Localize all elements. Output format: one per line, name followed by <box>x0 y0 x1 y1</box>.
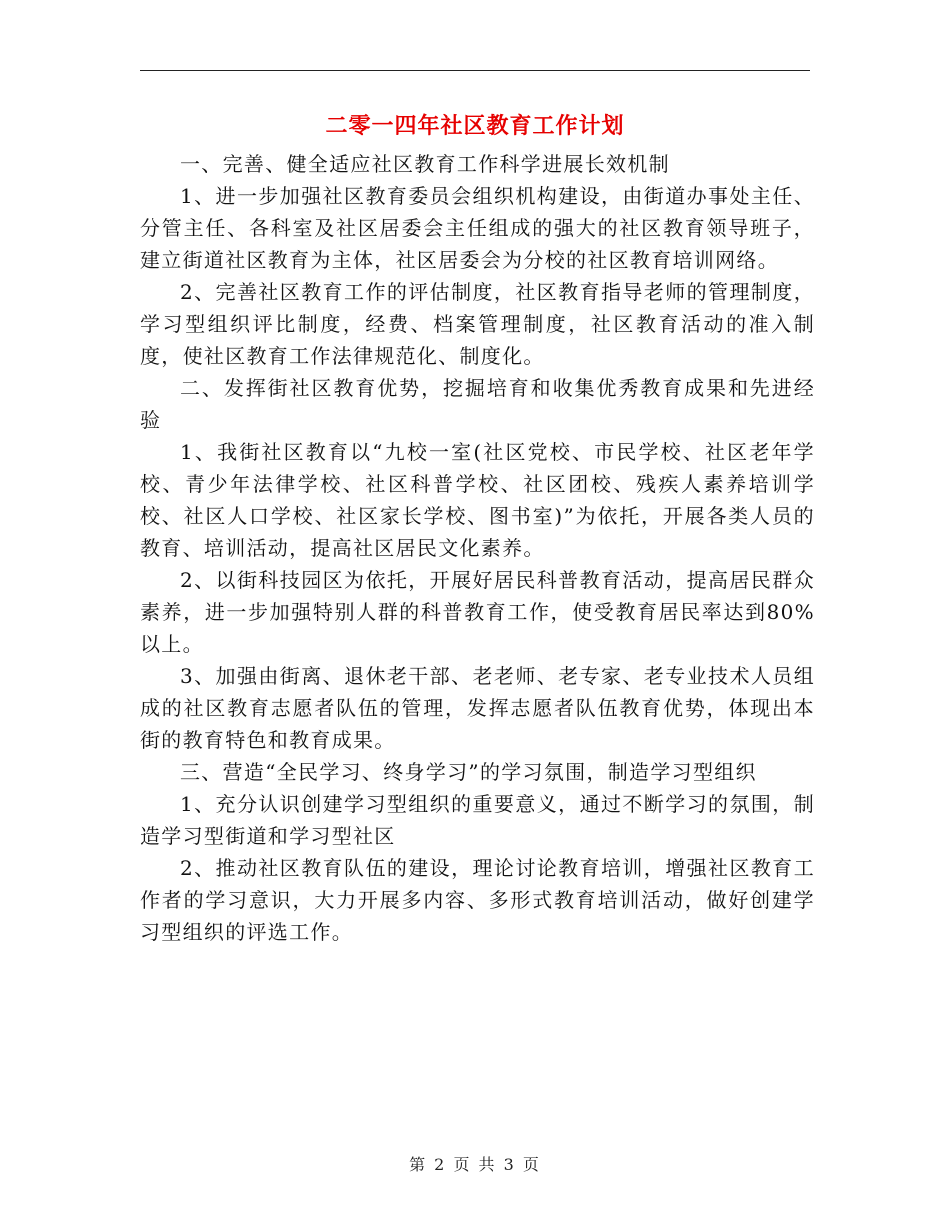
paragraph-1-2: 2、完善社区教育工作的评估制度，社区教育指导老师的管理制度，学习型组织评比制度，经费、档案管理制度，社区教育活动的准入制度，使社区教育工作法律规范化、制度化。 <box>140 280 815 368</box>
paragraph-2-3: 3、加强由街离、退休老干部、老老师、老专家、老专业技术人员组成的社区教育志愿者队伍的管理，发挥志愿者队伍教育优势，体现出本街的教育特色和教育成果。 <box>140 664 815 752</box>
document-body <box>140 148 815 948</box>
page-footer: 第 2 页 共 3 页 <box>409 1155 541 1174</box>
paragraph-3-1: 1、充分认识创建学习型组织的重要意义，通过不断学习的氛围，制造学习型街道和学习型社区 <box>140 792 815 848</box>
header-rule <box>140 70 810 71</box>
section-heading-3: 三、营造“全民学习、终身学习”的学习氛围，制造学习型组织 <box>180 760 757 784</box>
section-heading-1: 一、完善、健全适应社区教育工作科学进展长效机制 <box>180 152 670 176</box>
document-title: 二零一四年社区教育工作计划 <box>325 113 625 139</box>
paragraph-2-1: 1、我街社区教育以“九校一室(社区党校、市民学校、社区老年学校、青少年法律学校、社区科普学校、社区团校、残疾人素养培训学校、社区人口学校、社区家长学校、图书室)”为依托，开展各类人员的教育、培训活动，提高社区居民文化素养。 <box>140 440 815 560</box>
paragraph-2-2: 2、以街科技园区为依托，开展好居民科普教育活动，提高居民群众素养，进一步加强特别人群的科普教育工作，使受教育居民率达到80%以上。 <box>140 568 815 656</box>
paragraph-1-1: 1、进一步加强社区教育委员会组织机构建设，由街道办事处主任、分管主任、各科室及社区居委会主任组成的强大的社区教育领导班子，建立街道社区教育为主体，社区居委会为分校的社区教育培训网络。 <box>140 184 815 272</box>
paragraph-3-2: 2、推动社区教育队伍的建设，理论讨论教育培训，增强社区教育工作者的学习意识，大力开展多内容、多形式教育培训活动，做好创建学习型组织的评选工作。 <box>140 856 815 944</box>
section-heading-2: 二、发挥街社区教育优势，挖掘培育和收集优秀教育成果和先进经验 <box>140 376 815 432</box>
